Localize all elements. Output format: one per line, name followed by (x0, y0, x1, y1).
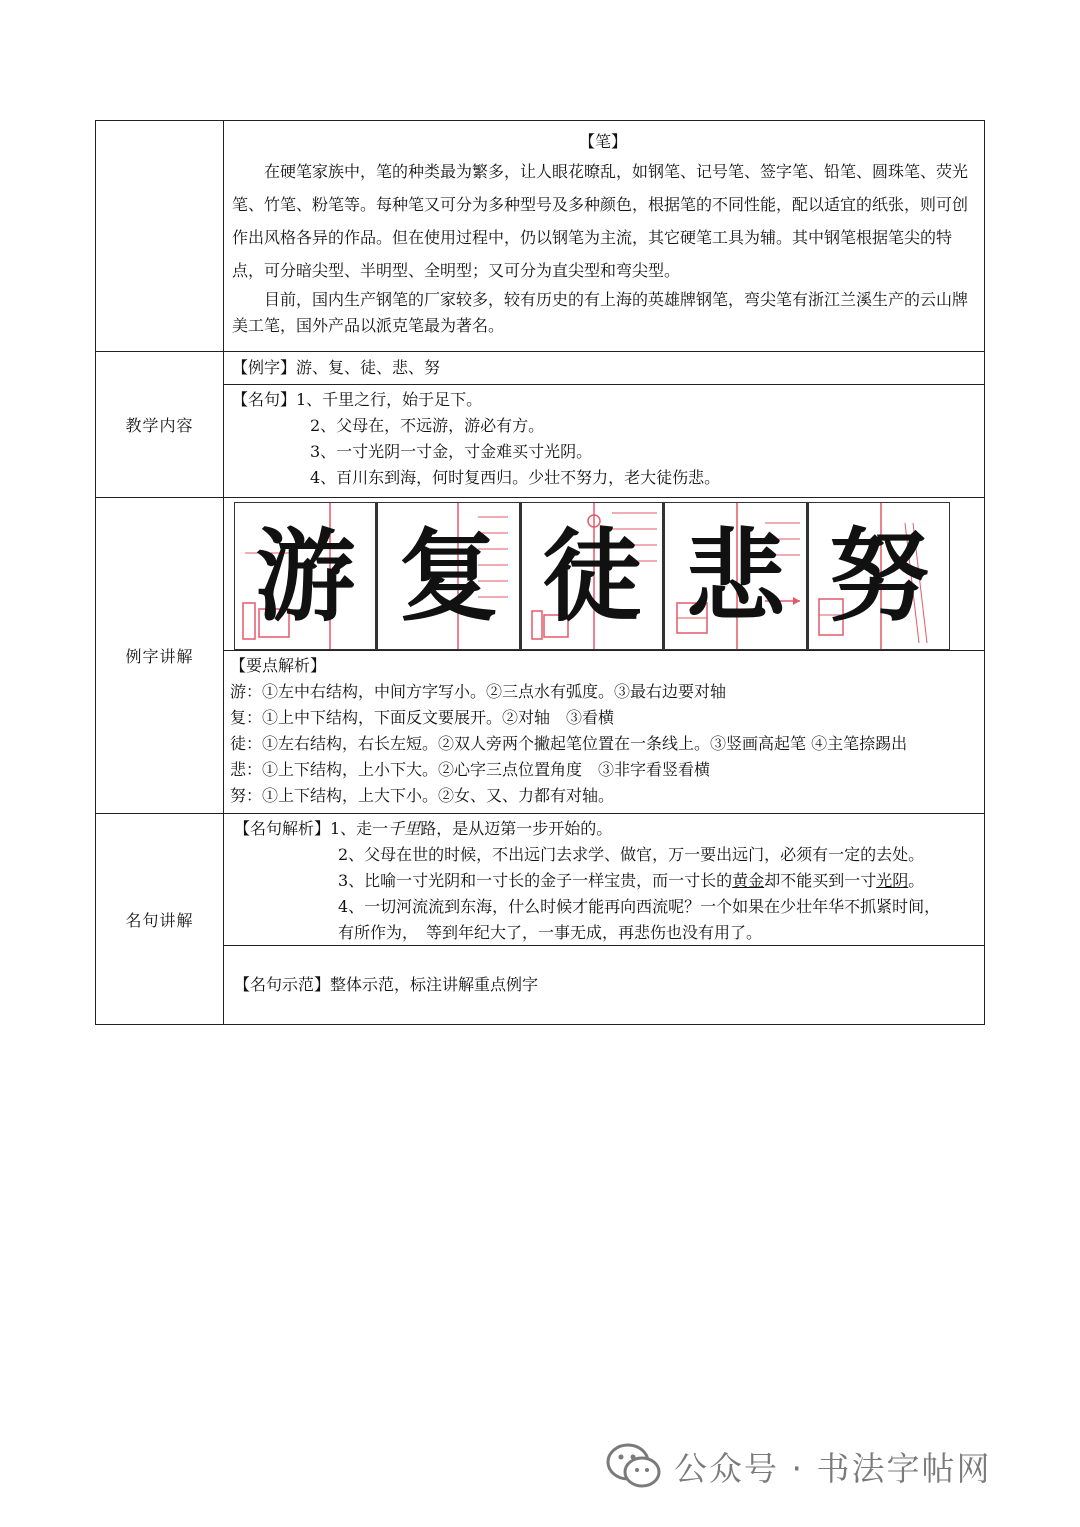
explain-3-prefix: 3、比喻一寸光阴和一寸长的金子一样宝贵，而一寸长的 (338, 871, 733, 890)
lesson-sheet (95, 120, 985, 1030)
analysis-line-3: 徒：①左右结构，右长左短。②双人旁两个撇起笔位置在一条线上。③竖画高起笔 ④主笔捺踢出 (230, 734, 908, 753)
analysis-line-4: 悲：①上下结构，上小下大。②心字三点位置角度 ③非字看竖看横 (230, 760, 711, 779)
example-chars-cell (224, 352, 985, 385)
analysis-heading: 【要点解析】 (230, 656, 327, 675)
pen-paragraph-1: 在硬笔家族中，笔的种类最为繁多，让人眼花暸乱，如钢笔、记号笔、签字笔、铅笔、圆珠笔、荧光笔、竹笔、粉笔等。每种笔又可分为多种型号及多种颜色，根据笔的不同性能，配以适宜的纸张，则可创作出风格各异的作品。但在使用过程中，仍以钢笔为主流，其它硬笔工具为辅。其中钢笔根据笔尖的特点，可分暗尖型、半明型、全明型；又可分为直尖型和弯尖型。 (232, 162, 969, 280)
explain-3-underline-2: 光阴 (876, 871, 909, 890)
explain-3-end: 。 (908, 871, 925, 890)
quote-3: 3、一寸光阴一寸金，寸金难买寸光阴。 (310, 442, 593, 461)
watermark (604, 1438, 1044, 1494)
demo-cell (224, 946, 985, 1025)
quote-explain-label: 名句讲解 (96, 814, 224, 1025)
explain-line-4-cont: 有所作为， 等到年纪大了，一事无成，再悲伤也没有用了。 (338, 923, 763, 942)
demo-text: 【名句示范】整体示范，标注讲解重点例字 (234, 975, 539, 994)
char-box-you (235, 503, 375, 649)
explain-3-mid: 却不能买到一寸 (764, 871, 877, 890)
char-glyph-5: 努 (828, 518, 929, 635)
char-explain-label: 例字讲解 (96, 498, 224, 814)
quote-explain-cell (224, 814, 985, 946)
example-chars-text: 【例字】游、复、徒、悲、努 (232, 358, 441, 377)
quote-2: 2、父母在，不远游，游必有方。 (310, 416, 545, 435)
pen-row-label-cell (96, 121, 224, 352)
quotes-row (96, 385, 985, 498)
watermark-text: 公众号 · 书法字帖网 (674, 1448, 992, 1488)
wechat-icon (604, 1440, 664, 1492)
explain-line-1 (234, 816, 978, 842)
char-glyph-2: 复 (398, 518, 499, 635)
analysis-line-2: 复：①上中下结构，下面反文要展开。②对轴 ③看横 (230, 708, 615, 727)
pen-heading: 【笔】 (578, 132, 627, 151)
pen-cell (224, 121, 985, 352)
analysis-line-1: 游：①左中右结构，中间方字写小。②三点水有弧度。③最右边要对轴 (230, 682, 727, 701)
lesson-table (95, 120, 985, 1025)
char-glyph-3: 徒 (542, 518, 643, 635)
analysis-cell (224, 651, 985, 814)
pen-row (96, 121, 985, 352)
teaching-label: 教学内容 (96, 352, 224, 498)
char-box-bei (662, 503, 805, 649)
char-box-tu (519, 503, 662, 649)
explain-line-3 (234, 868, 978, 894)
explain-3-underline-1: 黄金 (732, 871, 765, 890)
char-image-cell (224, 498, 985, 651)
explain-1-prefix: 【名句解析】1、走一 (234, 819, 389, 838)
char-box-fu (375, 503, 518, 649)
explain-line-2: 2、父母在世的时候，不出远门去求学、做官，万一要出远门，必须有一定的去处。 (338, 845, 925, 864)
quote-1: 【名句】1、千里之行，始于足下。 (232, 390, 483, 409)
explain-1-italic: 千里 (388, 819, 421, 838)
quote-4: 4、百川东到海，何时复西归。少壮不努力，老大徒伤悲。 (310, 468, 721, 487)
example-chars-row (96, 352, 985, 385)
char-glyph-4: 悲 (685, 518, 786, 635)
analysis-line-5: 努：①上下结构，上大下小。②女、又、力都有对轴。 (230, 786, 615, 805)
analysis-row (96, 651, 985, 814)
quote-explain-row (96, 814, 985, 946)
demo-row (96, 946, 985, 1025)
explain-1-suffix: 路，是从迈第一步开始的。 (420, 819, 613, 838)
char-box-nu (806, 503, 949, 649)
pen-paragraph-2: 目前，国内生产钢笔的厂家较多，较有历史的有上海的英雄牌钢笔，弯尖笔有浙江兰溪生产的云山牌美工笔，国外产品以派克笔最为著名。 (232, 290, 969, 335)
explain-line-4: 4、一切河流流到东海，什么时候才能再向西流呢？一个如果在少壮年华不抓紧时间， (338, 897, 941, 916)
quotes-cell (224, 385, 985, 498)
char-image-row (96, 498, 985, 651)
calligraphy-image (234, 502, 950, 650)
char-glyph-1: 游 (255, 518, 356, 635)
